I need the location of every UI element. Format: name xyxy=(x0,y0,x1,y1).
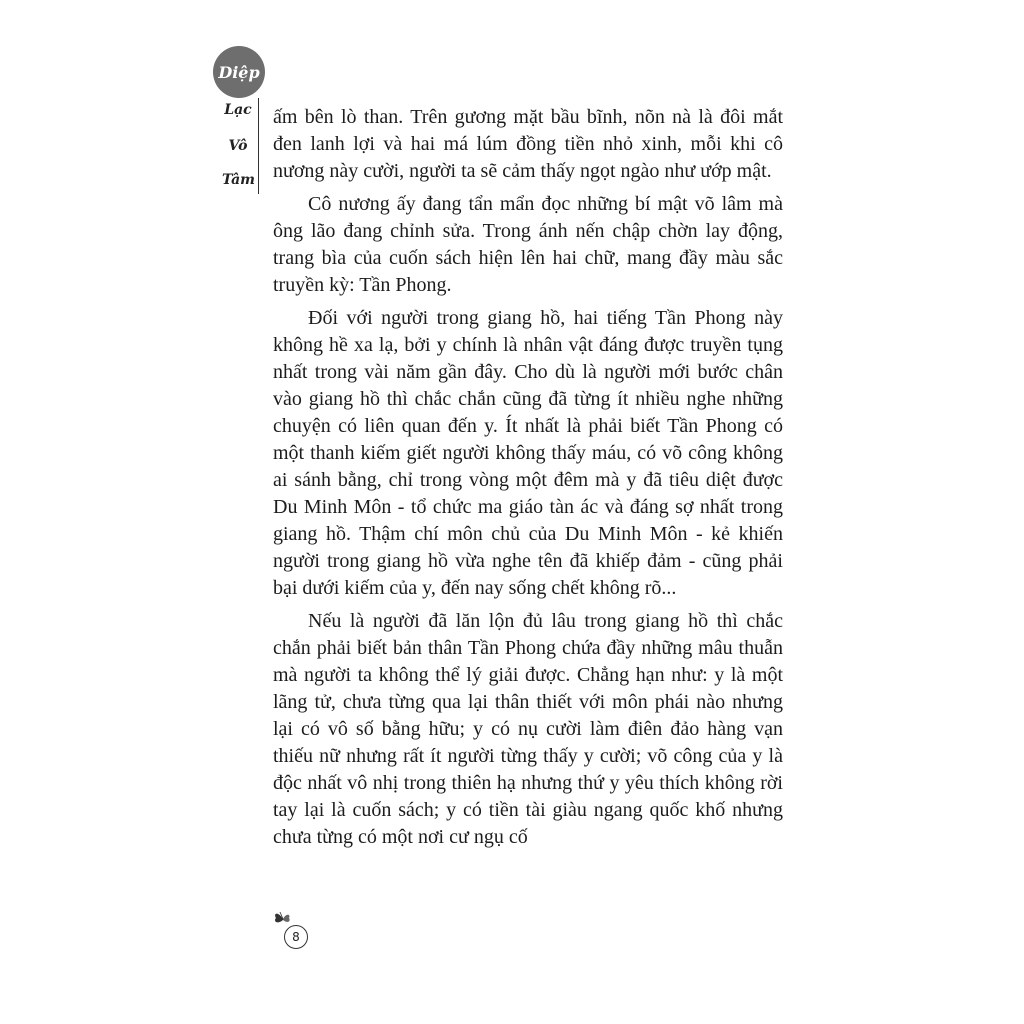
author-badge-text: Diệp xyxy=(218,62,260,82)
paragraph: ấm bên lò than. Trên gương mặt bầu bĩnh, nõn nà là đôi mắt đen lanh lợi và hai má lúm đồng tiền nhỏ xinh, mỗi khi cô nương này cười, người ta sẽ cảm thấy ngọt ngào như ướp mật. xyxy=(273,106,783,182)
vertical-title-line-1: Lạc xyxy=(224,102,252,118)
paragraph: Đối với người trong giang hồ, hai tiếng Tần Phong này không hề xa lạ, bởi y chính là nhân vật đáng được truyền tụng nhất trong vài năm gần đây. Cho dù là người mới bước chân vào giang hồ thì chắc chắn cũng đã từng ít nhiều nghe những chuyện có liên quan đến y. Ít nhất là phải biết Tần Phong có một thanh kiếm giết người không thấy máu, có võ công không ai sánh bằng, chỉ trong vòng một đêm mà y đã tiêu diệt được Du Minh Môn - tổ chức ma giáo tàn ác và đáng sợ nhất trong giang hồ. Thậm chí môn chủ của Du Minh Môn - kẻ khiến người trong giang hồ vừa nghe tên đã khiếp đảm - cũng phải bại dưới kiếm của y, đến nay sống chết không rõ... xyxy=(273,307,783,599)
vertical-title-line-2: Vô xyxy=(228,138,248,154)
author-badge xyxy=(213,46,265,98)
page-number xyxy=(284,925,308,949)
page-number-text: 8 xyxy=(292,930,300,944)
title-divider xyxy=(258,98,259,194)
vertical-title-line-3: Tâm xyxy=(222,172,255,188)
paragraph: Nếu là người đã lăn lộn đủ lâu trong giang hồ thì chắc chắn phải biết bản thân Tần Phong chứa đầy những mâu thuẫn mà người ta không thể lý giải được. Chẳng hạn như: y là một lãng tử, chưa từng qua lại thân thiết với môn phái nào nhưng lại có vô số bằng hữu; y có nụ cười làm điên đảo hàng vạn thiếu nữ nhưng rất ít người từng thấy y cười; võ công của y là độc nhất vô nhị trong thiên hạ nhưng thứ y yêu thích không rời tay lại là cuốn sách; y có tiền tài giàu ngang quốc khố nhưng chưa từng có một nơi cư ngụ cố xyxy=(273,610,783,848)
paragraph: Cô nương ấy đang tẩn mẩn đọc những bí mật võ lâm mà ông lão đang chỉnh sửa. Trong ánh nến chập chờn lay động, trang bìa của cuốn sách hiện lên hai chữ, mang đầy màu sắc truyền kỳ: Tần Phong. xyxy=(273,193,783,296)
body-text xyxy=(273,104,783,857)
